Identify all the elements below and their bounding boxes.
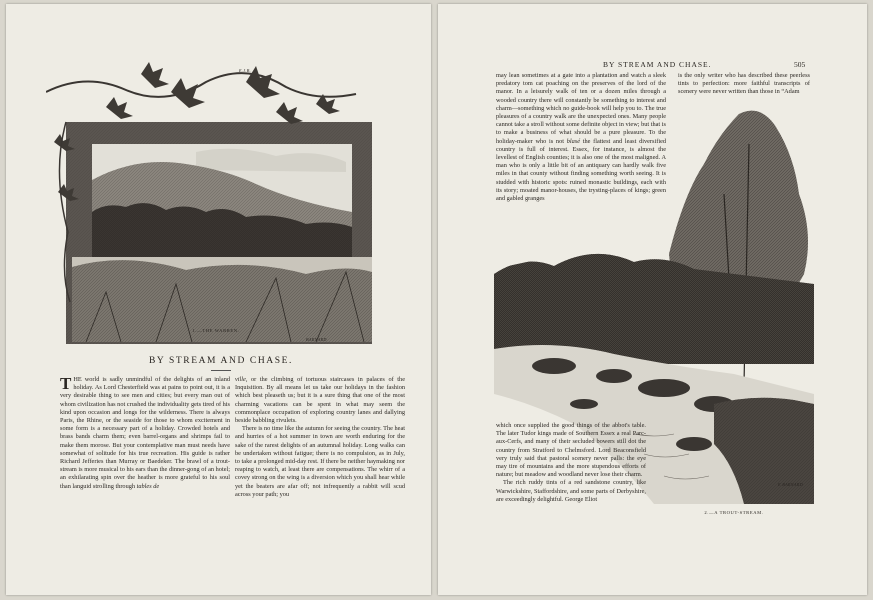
paragraph: the flattest and least diversified country is full of interest. Essex, for instance, is almost the levellest of English counties; it is also one of the most maligned. A man who is only a little bit of an antiquary can hardly walk five miles in that county without finding something worth seeing. It is studded with historic spots: ruined monastic buildings, each with its story; moated manor-houses, the trysting-places of kings; green and gabled granges	[496, 137, 667, 203]
page-number: 505	[794, 60, 806, 69]
title-ornament	[211, 370, 231, 371]
engraver-signature: E.J.B.	[239, 68, 251, 73]
italic-text: blasé	[566, 137, 581, 145]
paragraph: is the only writer who has described these peerless tints to perfection: more faithful transcripts of scenery were never written than those in “Adam	[678, 72, 810, 96]
paragraph: which once supplied the good things of the abbot's table. The later Tudor kings made of Southern Essex a real Parc-aux-Cerfs, and many of their secluded bowers still dot the country from Stratford to Chelmsford. Lord Beaconsfield very truly said that pastoral scenery never palls: the eye may tire of mountains and the more stupendous efforts of nature; but meadow and woodland never lose their charm.	[496, 422, 646, 479]
paragraph: may lean sometimes at a gate into a plantation and watch a sleek predatory tom cat poaching on the preserves of the lord of the manor. In a leisurely walk of ten or a dozen miles through a wooded country there will constantly be something to interest and charm—something which no guide-book will help you to. The true pleasures of a country walk are the unexpected ones. Many people cannot take a stroll without some definite object in view; but that is to make a business of what should be a pure pleasure. To the holiday-maker who is not	[496, 72, 666, 145]
artist-signature: E BARNARD	[778, 482, 803, 487]
drop-cap: T	[60, 374, 72, 393]
figure-caption-warren: 1.—THE WARREN.	[192, 328, 240, 333]
right-column-1-bottom	[496, 422, 646, 504]
artist-signature: BARNARD	[306, 337, 327, 342]
figure-caption-trout-stream: 2.—A TROUT-STREAM.	[704, 510, 764, 515]
paragraph: or the climbing of tortuous staircases in palaces of the Inquisition. By all means let us take our holidays in the fashion which best pleaseth us; but it is a sure thing that one of the most charming vacations can be spent in what may seem the commonplace occupation of exploring country lanes and dallying beside babbling rivulets.	[235, 376, 405, 425]
paragraph: There is no time like the autumn for seeing the country. The heat and hurries of a hot summer in town are worth enduring for the sake of the rarest delights of an autumnal holiday. Long walks can be undertaken without fatigue; there is no compulsion, as in July, to take a prolonged mid-day rest. If there be neither haymaking nor reaping to watch, at least there are compensations. The whirr of a covey strong on the wing is a diversion which you shall hear while yet the beaters are afar off; not infrequently a rabbit will scud across your path; you	[235, 425, 405, 498]
left-column-2	[235, 376, 405, 499]
paragraph: The rich ruddy tints of a red sandstone country, like Warwickshire, Staffordshire, and some parts of Derbyshire, are exceedingly delightful. George Eliot	[496, 479, 646, 503]
italic-text: tables de	[136, 482, 160, 490]
running-head: BY STREAM AND CHASE.	[603, 60, 712, 69]
italic-text: ville,	[235, 376, 248, 383]
left-column-1	[60, 376, 230, 491]
article-title: BY STREAM AND CHASE.	[148, 356, 294, 366]
warren-engraving	[46, 52, 376, 347]
left-page	[6, 4, 431, 595]
paragraph: HE world is sadly unmindful of the delights of an inland holiday. As Lord Chesterfield was at pains to point out, it is a very desirable thing to see men and cities; but every man out of whom civilization has not crushed the individuality gets tired of his kind upon occasion and longs for the wilderness. There is always Paris, the Rhine, or the seaside for those to whom excitement in some form is a necessary part of a holiday. Crowded hotels and brass bands charm them; even barrel-organs and shrimps fail to make them morose. But your contemplative man must needs have somewhat of solitude for his true recreation. His guide is rather Richard Jefferies than Murray or Baedeker. The brawl of a trout-stream is more musical to his ears than the dinner-gong of an hotel; an exhilarating spin over the heather is more grateful to his soul than languid strolling through	[60, 376, 230, 490]
right-column-2-top	[678, 72, 810, 97]
illustration-the-warren	[46, 52, 376, 347]
right-page	[438, 4, 867, 595]
